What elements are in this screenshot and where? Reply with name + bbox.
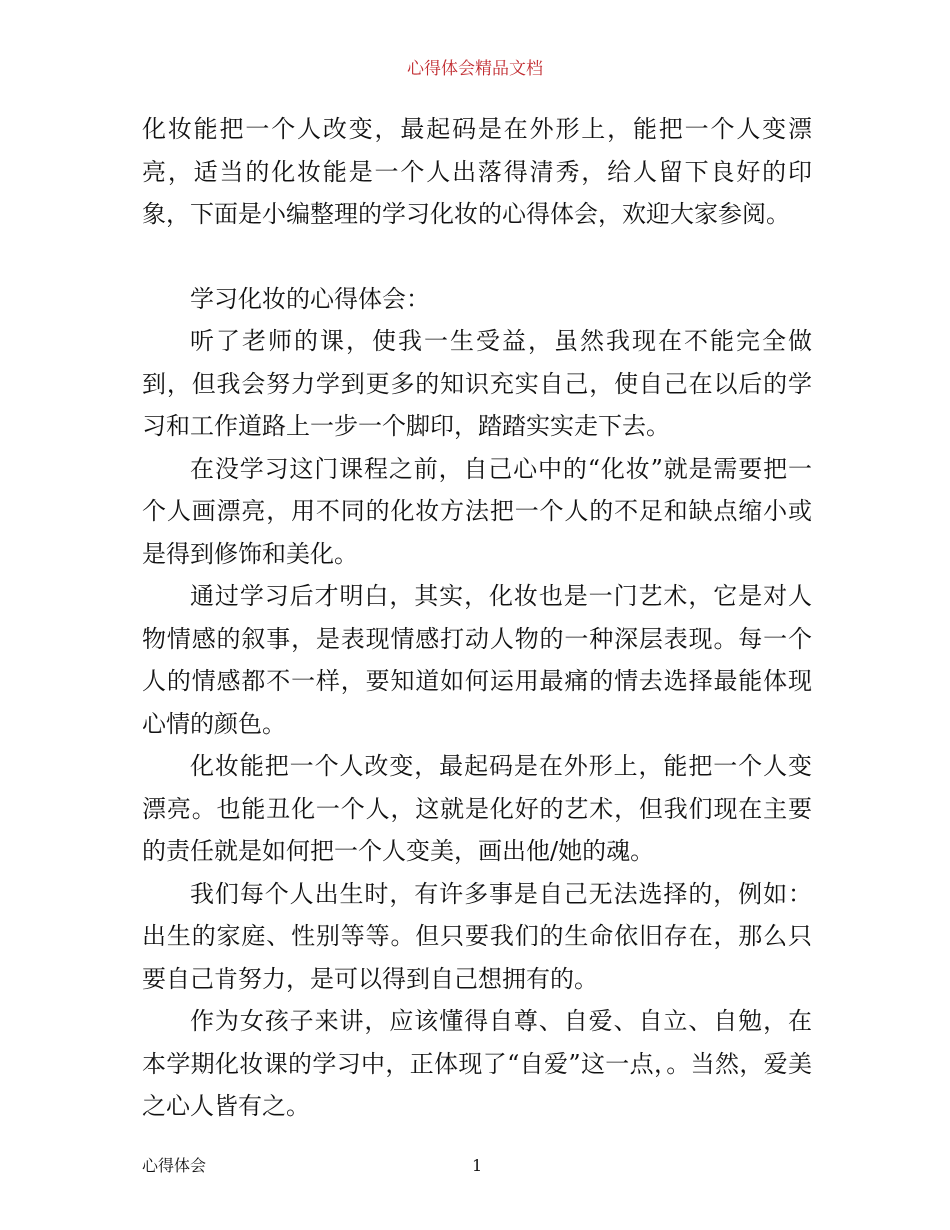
body-paragraph-4: 化妆能把一个人改变，最起码是在外形上，能把一个人变漂亮。也能丑化一个人，这就是化好的艺术，但我们现在主要的责任就是如何把一个人变美，画出他/她的魂。: [142, 752, 812, 865]
page-number: 1: [472, 1156, 483, 1175]
document-header: [0, 57, 950, 81]
document-body: [142, 108, 812, 1128]
document-footer: [142, 1154, 812, 1178]
intro-paragraph: 化妆能把一个人改变，最起码是在外形上，能把一个人变漂亮，适当的化妆能是一个人出落得清秀，给人留下良好的印象，下面是小编整理的学习化妆的心得体会，欢迎大家参阅。: [142, 115, 812, 228]
body-paragraph-5: 我们每个人出生时，有许多事是自己无法选择的，例如：出生的家庭、性别等等。但只要我们的生命依旧存在，那么只要自己肯努力，是可以得到自己想拥有的。: [142, 879, 812, 993]
body-paragraph-3: 通过学习后才明白，其实，化妆也是一门艺术，它是对人物情感的叙事，是表现情感打动人物的一种深层表现。每一个人的情感都不一样，要知道如何运用最痛的情去选择最能体现心情的颜色。: [142, 582, 812, 738]
header-title: 心得体会精品文档: [407, 59, 543, 79]
body-paragraph-1: 听了老师的课，使我一生受益，虽然我现在不能完全做到，但我会努力学到更多的知识充实自己，使自己在以后的学习和工作道路上一步一个脚印，踏踏实实走下去。: [142, 327, 812, 440]
footer-label: 心得体会: [142, 1156, 207, 1175]
body-paragraph-6: 作为女孩子来讲，应该懂得自尊、自爱、自立、自勉，在本学期化妆课的学习中，正体现了“自爱”这一点，。当然，爱美之心人皆有之。: [142, 1007, 812, 1120]
body-paragraph-2: 在没学习这门课程之前，自己心中的“化妆”就是需要把一个人画漂亮，用不同的化妆方法把一个人的不足和缺点缩小或是得到修饰和美化。: [142, 454, 812, 568]
section-title: 学习化妆的心得体会：: [190, 284, 430, 313]
